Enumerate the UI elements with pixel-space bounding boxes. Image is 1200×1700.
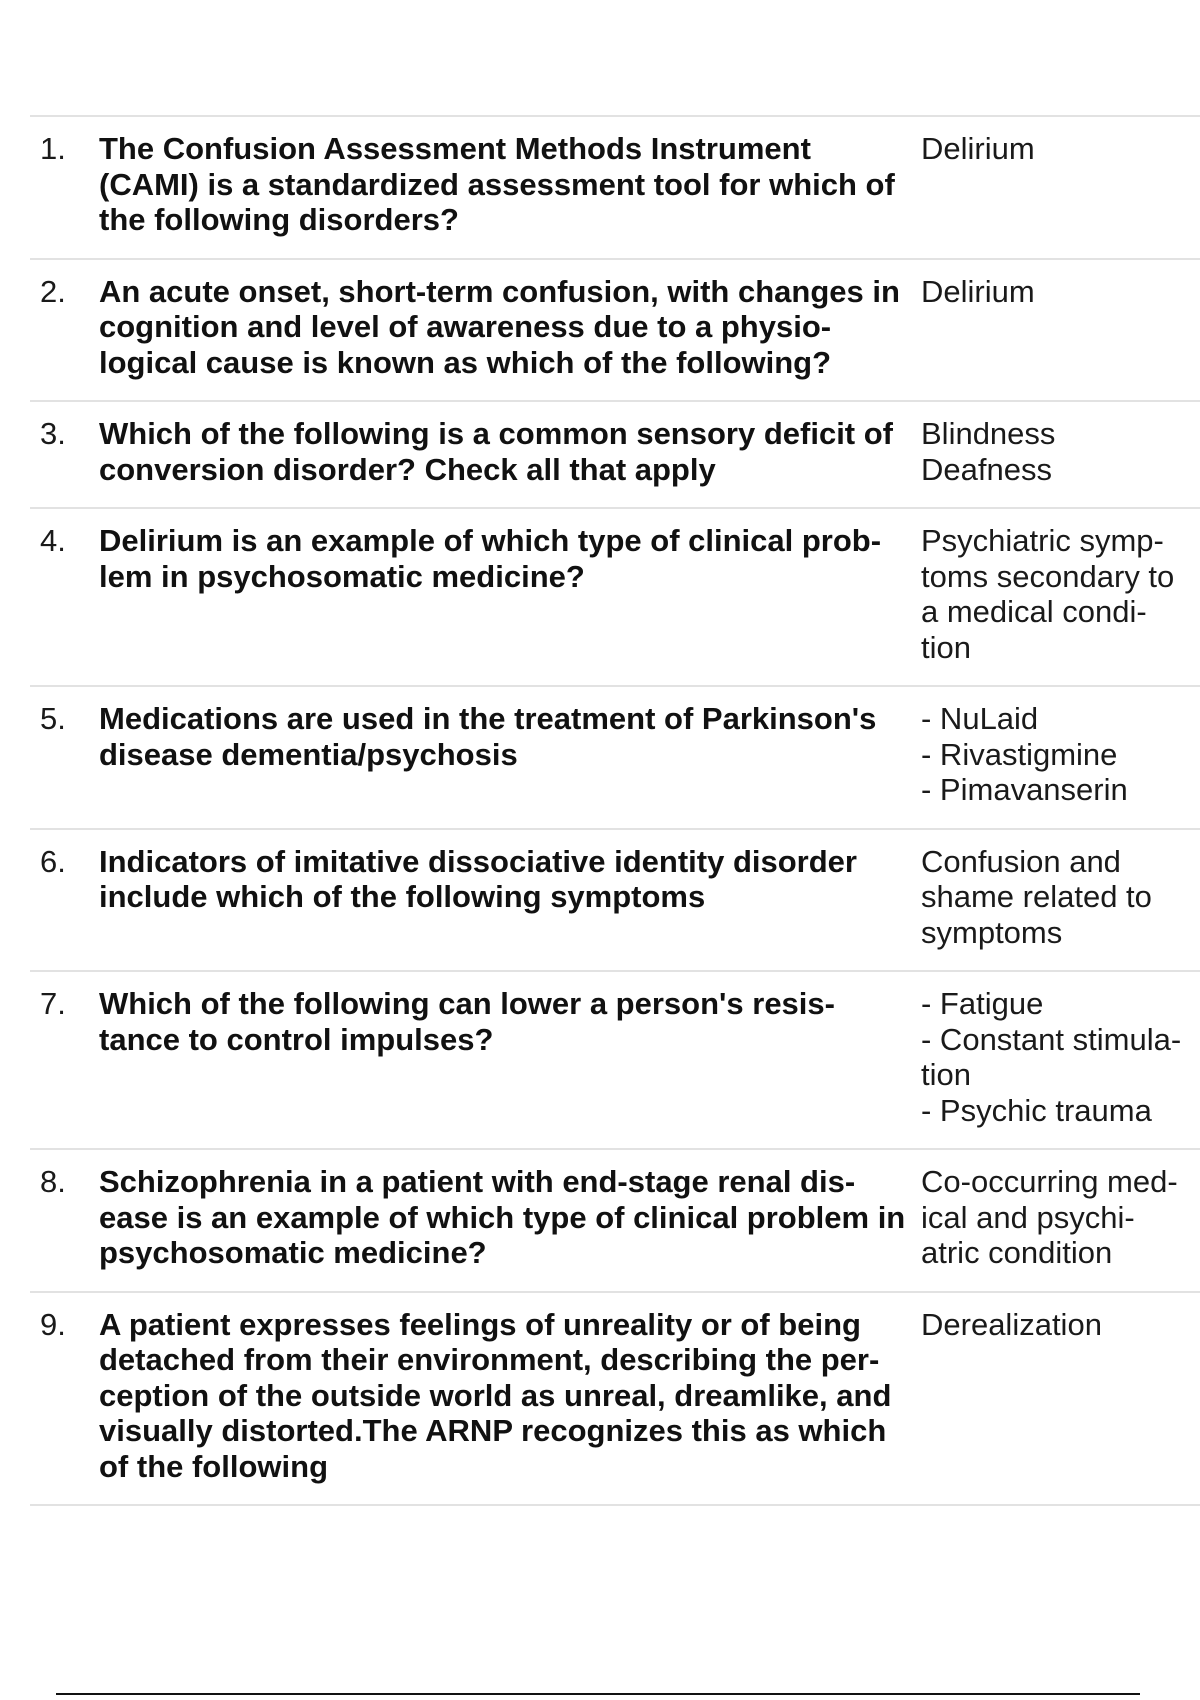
question-number: 8. (40, 1164, 66, 1199)
question-text: Which of the following is a common sensory deficit of conversion disorder? Check all that apply (99, 416, 893, 487)
answer-text (921, 131, 1200, 238)
answer-line: Co-occurring med-ical and psychi-atric condition (921, 1164, 1178, 1270)
answer-line: Confusion and shame related to symptoms (921, 843, 1152, 950)
answer-text (921, 701, 1200, 808)
flashcard-row (30, 402, 1200, 509)
question-number: 2. (40, 273, 66, 309)
answer-text (921, 844, 1200, 951)
answer-text (921, 986, 1200, 1128)
answer-text (921, 274, 1200, 381)
question-text: Medications are used in the treatment of Parkinson's disease dementia/psychosis (99, 701, 877, 772)
answer-line: - Fatigue (921, 986, 1044, 1021)
answer-line: Deafness (921, 451, 1052, 487)
flashcard-row (30, 260, 1200, 403)
question-text: Which of the following can lower a person's resis-tance to control impulses? (99, 986, 835, 1057)
answer-line: Blindness (921, 416, 1056, 451)
flashcard-row (30, 830, 1200, 973)
flashcard-row (30, 117, 1200, 260)
question-text: Schizophrenia in a patient with end-stage renal dis-ease is an example of which type of clinical problem in psychosomatic medicine? (99, 1164, 906, 1270)
answer-line: Delirium (921, 131, 1035, 166)
flashcard-row (30, 972, 1200, 1150)
flashcard-row (30, 1150, 1200, 1293)
question-text: The Confusion Assessment Methods Instrument (CAMI) is a standardized assessment tool for which of the following disorders? (99, 131, 895, 237)
flashcard-row (30, 509, 1200, 687)
answer-text (921, 523, 1200, 665)
answer-line: - Psychic trauma (921, 1092, 1152, 1128)
answer-line: - Pimavanserin (921, 772, 1128, 807)
flashcard-list (30, 115, 1200, 1506)
answer-text (921, 1164, 1200, 1271)
answer-line: Delirium (921, 273, 1035, 309)
question-number: 1. (40, 131, 66, 166)
answer-line: - Rivastigmine (921, 736, 1118, 772)
answer-line: - Constant stimula-tion (921, 1021, 1182, 1092)
footer-divider (56, 1693, 1140, 1695)
answer-text (921, 416, 1200, 487)
question-text: Indicators of imitative dissociative identity disorder include which of the following symptoms (99, 843, 857, 914)
answer-line: Psychiatric symp-toms secondary to a medical condi-tion (921, 523, 1175, 665)
question-number: 3. (40, 416, 66, 451)
question-number: 7. (40, 986, 66, 1021)
question-text: An acute onset, short-term confusion, with changes in cognition and level of awareness due to a physio-logical cause is known as which of the following? (99, 273, 900, 380)
question-number: 4. (40, 523, 66, 558)
answer-line: - NuLaid (921, 701, 1039, 736)
flashcard-row (30, 1293, 1200, 1507)
answer-text (921, 1307, 1200, 1485)
question-number: 5. (40, 701, 66, 736)
question-text: A patient expresses feelings of unreality or of being detached from their environment, describing the per-ception of the outside world as unreal, dreamlike, and visually distorted.The ARNP recognizes this as which of the following (99, 1306, 892, 1484)
question-number: 6. (40, 843, 66, 879)
answer-line: Derealization (921, 1306, 1102, 1342)
flashcard-row (30, 687, 1200, 830)
question-number: 9. (40, 1306, 66, 1342)
question-text: Delirium is an example of which type of clinical prob-lem in psychosomatic medicine? (99, 523, 882, 594)
